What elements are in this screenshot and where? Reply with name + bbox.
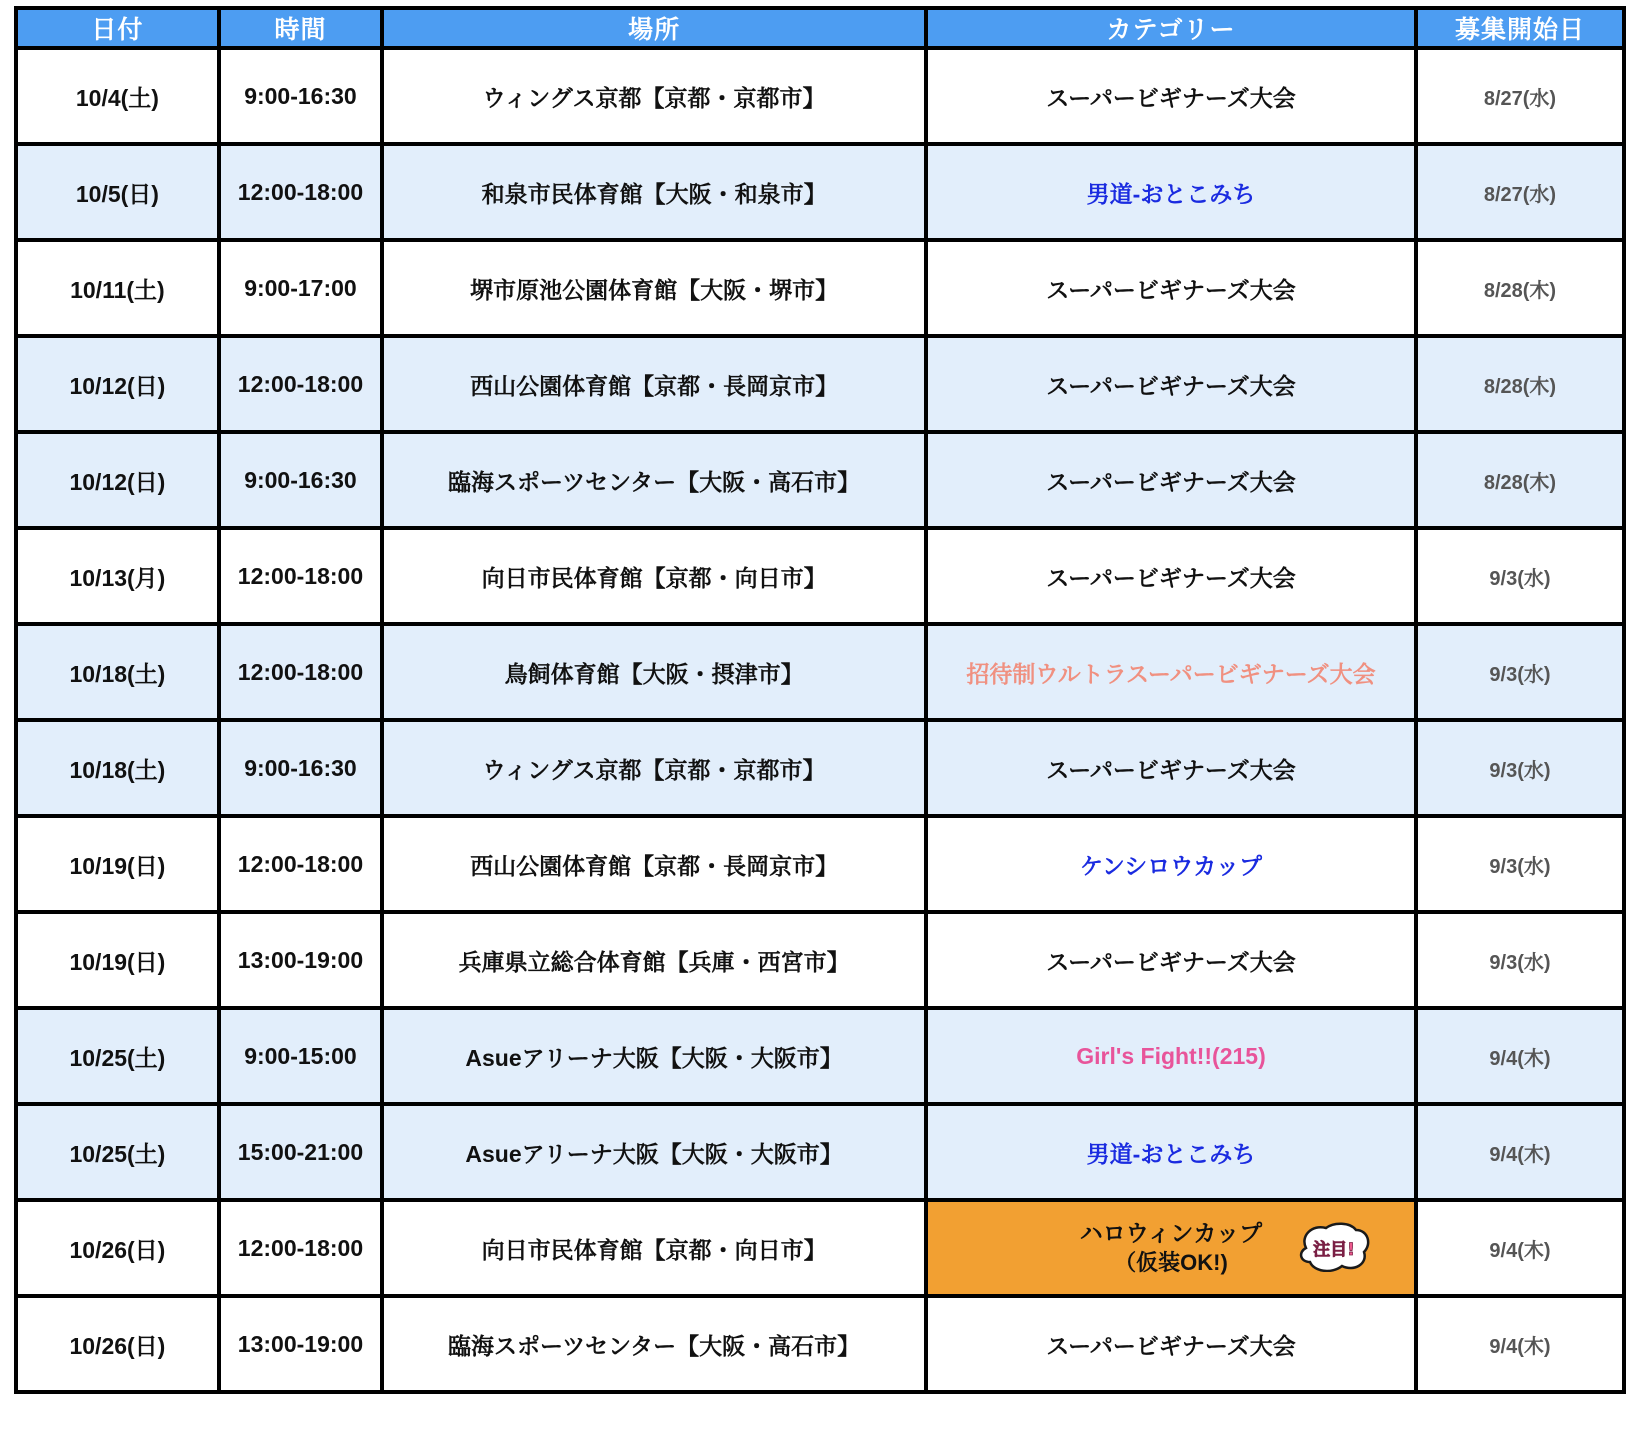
category-label: Girl's Fight!!(215) [1076, 1042, 1266, 1069]
category-cell [926, 1296, 1416, 1392]
header-date: 日付 [16, 8, 219, 48]
table-row [16, 528, 1624, 624]
time-cell: 9:00-16:30 [219, 432, 382, 528]
time-cell: 15:00-21:00 [219, 1104, 382, 1200]
place-cell: ウィングス京都【京都・京都市】 [382, 48, 926, 144]
table-row [16, 144, 1624, 240]
category-cell [926, 720, 1416, 816]
table-row [16, 1296, 1624, 1392]
header-category: カテゴリー [926, 8, 1416, 48]
category-cell [926, 912, 1416, 1008]
category-label: 招待制ウルトラスーパービギナーズ大会 [966, 660, 1376, 687]
date-cell: 10/18(土) [16, 720, 219, 816]
open-date-cell: 8/28(木) [1416, 432, 1624, 528]
place-cell: 鳥飼体育館【大阪・摂津市】 [382, 624, 926, 720]
place-cell: 臨海スポーツセンター【大阪・高石市】 [382, 1296, 926, 1392]
open-date-cell: 9/4(木) [1416, 1200, 1624, 1296]
category-label: スーパービギナーズ大会 [1046, 84, 1296, 111]
header-open-date: 募集開始日 [1416, 8, 1624, 48]
table-row [16, 720, 1624, 816]
category-label: スーパービギナーズ大会 [1046, 276, 1296, 303]
category-label: スーパービギナーズ大会 [1046, 1332, 1296, 1359]
place-cell: 西山公園体育館【京都・長岡京市】 [382, 816, 926, 912]
time-cell: 12:00-18:00 [219, 1200, 382, 1296]
time-cell: 12:00-18:00 [219, 528, 382, 624]
table-row [16, 48, 1624, 144]
category-cell [926, 1008, 1416, 1104]
category-line2: （仮装OK!) [1114, 1250, 1228, 1275]
category-cell [926, 336, 1416, 432]
category-label: スーパービギナーズ大会 [1046, 948, 1296, 975]
table-row [16, 912, 1624, 1008]
time-cell: 13:00-19:00 [219, 912, 382, 1008]
place-cell: 堺市原池公園体育館【大阪・堺市】 [382, 240, 926, 336]
table-row [16, 1104, 1624, 1200]
time-cell: 12:00-18:00 [219, 624, 382, 720]
date-cell: 10/26(日) [16, 1200, 219, 1296]
date-cell: 10/12(日) [16, 336, 219, 432]
date-cell: 10/5(日) [16, 144, 219, 240]
category-cell-highlight [926, 1200, 1416, 1296]
category-label: ケンシロウカップ [1079, 852, 1263, 879]
date-cell: 10/25(土) [16, 1008, 219, 1104]
date-cell: 10/4(土) [16, 48, 219, 144]
time-cell: 12:00-18:00 [219, 336, 382, 432]
header-row [16, 8, 1624, 48]
table-row [16, 624, 1624, 720]
time-cell: 12:00-18:00 [219, 816, 382, 912]
category-cell [926, 144, 1416, 240]
category-label: スーパービギナーズ大会 [1046, 564, 1296, 591]
open-date-cell: 9/3(水) [1416, 912, 1624, 1008]
open-date-cell: 9/4(木) [1416, 1104, 1624, 1200]
place-cell: 和泉市民体育館【大阪・和泉市】 [382, 144, 926, 240]
time-cell: 9:00-16:30 [219, 720, 382, 816]
date-cell: 10/19(日) [16, 816, 219, 912]
category-cell [926, 432, 1416, 528]
category-label: スーパービギナーズ大会 [1046, 468, 1296, 495]
schedule-table [14, 6, 1626, 1394]
table-row [16, 1008, 1624, 1104]
place-cell: 向日市民体育館【京都・向日市】 [382, 1200, 926, 1296]
open-date-cell: 8/28(木) [1416, 240, 1624, 336]
open-date-cell: 9/4(木) [1416, 1008, 1624, 1104]
category-label: スーパービギナーズ大会 [1046, 756, 1296, 783]
open-date-cell: 9/3(水) [1416, 624, 1624, 720]
category-label: 男道-おとこみち [1086, 180, 1256, 207]
open-date-cell: 9/3(水) [1416, 816, 1624, 912]
time-cell: 13:00-19:00 [219, 1296, 382, 1392]
date-cell: 10/25(土) [16, 1104, 219, 1200]
place-cell: 臨海スポーツセンター【大阪・高石市】 [382, 432, 926, 528]
table-row [16, 432, 1624, 528]
open-date-cell: 8/28(木) [1416, 336, 1624, 432]
place-cell: 西山公園体育館【京都・長岡京市】 [382, 336, 926, 432]
date-cell: 10/19(日) [16, 912, 219, 1008]
category-label [1080, 1218, 1262, 1278]
category-label: スーパービギナーズ大会 [1046, 372, 1296, 399]
time-cell: 9:00-15:00 [219, 1008, 382, 1104]
date-cell: 10/26(日) [16, 1296, 219, 1392]
category-cell [926, 48, 1416, 144]
category-cell [926, 240, 1416, 336]
date-cell: 10/11(土) [16, 240, 219, 336]
table-row [16, 240, 1624, 336]
date-cell: 10/12(日) [16, 432, 219, 528]
table-row [16, 336, 1624, 432]
place-cell: Asueアリーナ大阪【大阪・大阪市】 [382, 1008, 926, 1104]
open-date-cell: 8/27(水) [1416, 48, 1624, 144]
badge-text: 注目! [1313, 1240, 1355, 1260]
header-place: 場所 [382, 8, 926, 48]
place-cell: Asueアリーナ大阪【大阪・大阪市】 [382, 1104, 926, 1200]
open-date-cell: 9/3(水) [1416, 528, 1624, 624]
category-cell [926, 1104, 1416, 1200]
open-date-cell: 9/4(木) [1416, 1296, 1624, 1392]
header-time: 時間 [219, 8, 382, 48]
category-label: 男道-おとこみち [1086, 1140, 1256, 1167]
table-row [16, 1200, 1624, 1296]
place-cell: ウィングス京都【京都・京都市】 [382, 720, 926, 816]
date-cell: 10/18(土) [16, 624, 219, 720]
category-cell [926, 624, 1416, 720]
open-date-cell: 8/27(水) [1416, 144, 1624, 240]
schedule-table-container [14, 6, 1626, 1394]
category-line1: ハロウィンカップ [1079, 1220, 1263, 1246]
category-cell [926, 528, 1416, 624]
time-cell: 12:00-18:00 [219, 144, 382, 240]
attention-badge-icon [1298, 1222, 1370, 1272]
table-row [16, 816, 1624, 912]
place-cell: 兵庫県立総合体育館【兵庫・西宮市】 [382, 912, 926, 1008]
place-cell: 向日市民体育館【京都・向日市】 [382, 528, 926, 624]
date-cell: 10/13(月) [16, 528, 219, 624]
category-cell [926, 816, 1416, 912]
open-date-cell: 9/3(水) [1416, 720, 1624, 816]
time-cell: 9:00-16:30 [219, 48, 382, 144]
time-cell: 9:00-17:00 [219, 240, 382, 336]
